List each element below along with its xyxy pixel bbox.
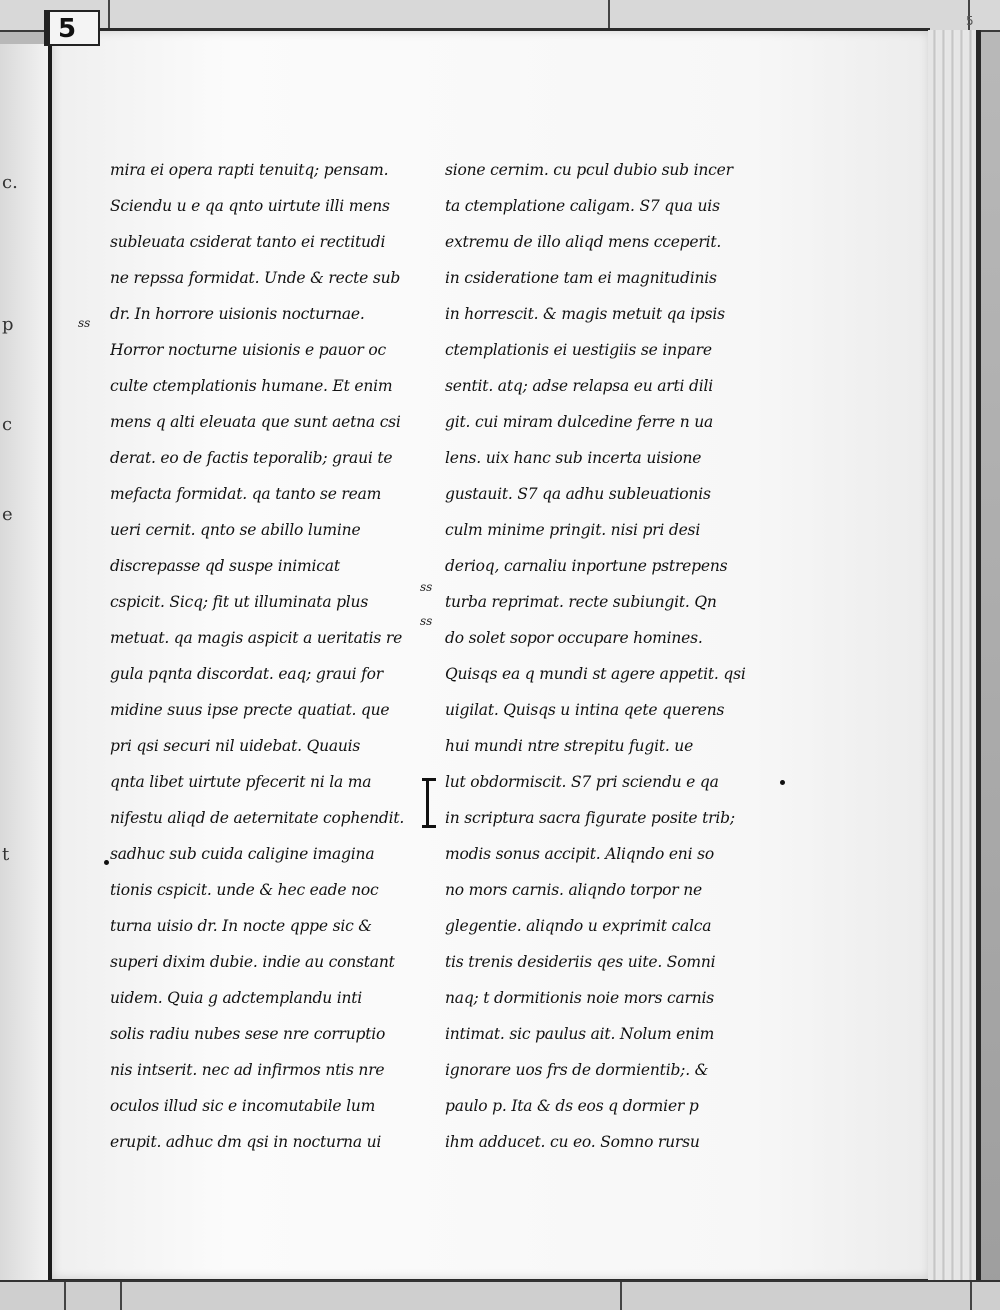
text-line-left: gula pqnta discordat. eaq; graui for (110, 665, 383, 683)
text-line-right: ctemplationis ei uestigiis se inpare (445, 341, 712, 359)
text-line-right: gustauit. S7 qa adhu subleuationis (445, 485, 711, 503)
text-line-left: cspicit. Sicq; fit ut illuminata plus (110, 593, 369, 611)
text-line-right: ta ctemplatione caligam. S7 qua uis (445, 197, 720, 215)
left-facing-page (0, 44, 52, 1284)
page-edge-stack (928, 30, 981, 1280)
text-line-left: culte ctemplationis humane. Et enim (110, 377, 393, 395)
ink-dot (104, 860, 109, 865)
text-line-right: sione cernim. cu pcul dubio sub incer (445, 161, 733, 179)
text-line-left: sadhuc sub cuida caligine imagina (110, 845, 375, 863)
text-line-left: turna uisio dr. In nocte qppe sic & (110, 917, 372, 935)
text-line-right: uigilat. Quisqs u intina qete querens (445, 701, 725, 719)
left-page-mark: t (2, 844, 10, 865)
text-line-right: naq; t dormitionis noie mors carnis (445, 989, 715, 1007)
margin-note: ss (78, 316, 91, 330)
text-line-right: lut obdormiscit. S7 pri sciendu e qa (445, 773, 719, 791)
text-line-left: nis intserit. nec ad infirmos ntis nre (110, 1061, 385, 1079)
text-line-right: in scriptura sacra figurate posite trib; (445, 809, 735, 827)
text-line-left: metuat. qa magis aspicit a ueritatis re (110, 629, 403, 647)
strip-cell (620, 1282, 972, 1310)
text-line-left: Sciendu u e qa qnto uirtute illi mens (110, 197, 390, 215)
text-line-right: ihm adducet. cu eo. Somno rursu (445, 1133, 700, 1151)
bottom-binding-strip (0, 1280, 1000, 1310)
text-line-right: ignorare uos frs de dormientib;. & (445, 1061, 709, 1079)
text-line-left: oculos illud sic e incomutabile lum (110, 1097, 376, 1115)
ink-dot (780, 780, 785, 785)
text-line-left: nifestu aliqd de aeternitate cophendit. (110, 809, 405, 827)
text-line-left: qnta libet uirtute pfecerit ni la ma (110, 773, 372, 791)
text-line-right: extremu de illo aliqd mens cceperit. (445, 233, 722, 251)
text-line-left: solis radiu nubes sese nre corruptio (110, 1025, 386, 1043)
text-line-left: mira ei opera rapti tenuitq; pensam. (110, 161, 389, 179)
text-line-left: mefacta formidat. qa tanto se ream (110, 485, 382, 503)
text-line-right: hui mundi ntre strepitu fugit. ue (445, 737, 694, 755)
text-line-left: midine suus ipse precte quatiat. que (110, 701, 390, 719)
text-line-right: intimat. sic paulus ait. Nolum enim (445, 1025, 715, 1043)
text-line-right: tis trenis desideriis qes uite. Somni (445, 953, 716, 971)
text-line-right: Quisqs ea q mundi st agere appetit. qsi (445, 665, 746, 683)
left-page-mark: c (2, 414, 13, 435)
margin-note: ss (420, 614, 433, 628)
text-line-right: no mors carnis. aliqndo torpor ne (445, 881, 702, 899)
text-line-right: derioq, carnaliu inportune pstrepens (445, 557, 728, 575)
text-column-left (110, 152, 422, 1160)
left-page-mark: c. (2, 172, 18, 193)
text-line-left: superi dixim dubie. indie au constant (110, 953, 395, 971)
text-line-right: do solet sopor occupare homines. (445, 629, 703, 647)
text-line-left: derat. eo de factis teporalib; graui te (110, 449, 393, 467)
left-page-mark: e (2, 504, 13, 525)
strip-cell (108, 0, 610, 30)
text-line-right: modis sonus accipit. Aliqndo eni so (445, 845, 714, 863)
text-line-right: turba reprimat. recte subiungit. Qn (445, 593, 717, 611)
text-line-right: culm minime pringit. nisi pri desi (445, 521, 701, 539)
text-line-right: paulo p. Ita & ds eos q dormier p (445, 1097, 699, 1115)
text-line-left: ne repssa formidat. Unde & recte sub (110, 269, 401, 287)
text-line-right: lens. uix hanc sub incerta uisione (445, 449, 702, 467)
left-page-mark: p (2, 314, 14, 335)
text-line-left: Horror nocturne uisionis e pauor oc (110, 341, 386, 359)
text-line-left: erupit. adhuc dm qsi in nocturna ui (110, 1133, 382, 1151)
folio-number-tab: 5 (44, 10, 100, 46)
text-line-left: discrepasse qd suspe inimicat (110, 557, 340, 575)
strip-cell (608, 0, 970, 30)
text-line-right: in horrescit. & magis metuit qa ipsis (445, 305, 725, 323)
text-line-left: tionis cspicit. unde & hec eade noc (110, 881, 379, 899)
corner-folio-number: 5 (966, 14, 974, 28)
margin-note: ss (420, 580, 433, 594)
text-line-left: ueri cernit. qnto se abillo lumine (110, 521, 361, 539)
text-line-left: mens q alti eleuata que sunt aetna csi (110, 413, 401, 431)
text-line-right: git. cui miram dulcedine ferre n ua (445, 413, 714, 431)
margin-bracket-mark (426, 778, 439, 828)
text-line-right: glegentie. aliqndo u exprimit calca (445, 917, 712, 935)
text-line-left: pri qsi securi nil uidebat. Quauis (110, 737, 361, 755)
text-line-left: subleuata csiderat tanto ei rectitudi (110, 233, 386, 251)
text-line-right: sentit. atq; adse relapsa eu arti dili (445, 377, 714, 395)
text-line-left: dr. In horrore uisionis nocturnae. (110, 305, 365, 323)
text-line-left: uidem. Quia g adctemplandu inti (110, 989, 363, 1007)
strip-cell (64, 1282, 122, 1310)
strip-cell (120, 1282, 622, 1310)
text-line-right: in csideratione tam ei magnitudinis (445, 269, 717, 287)
strip-cell (0, 1282, 66, 1310)
text-column-right (445, 152, 765, 1160)
